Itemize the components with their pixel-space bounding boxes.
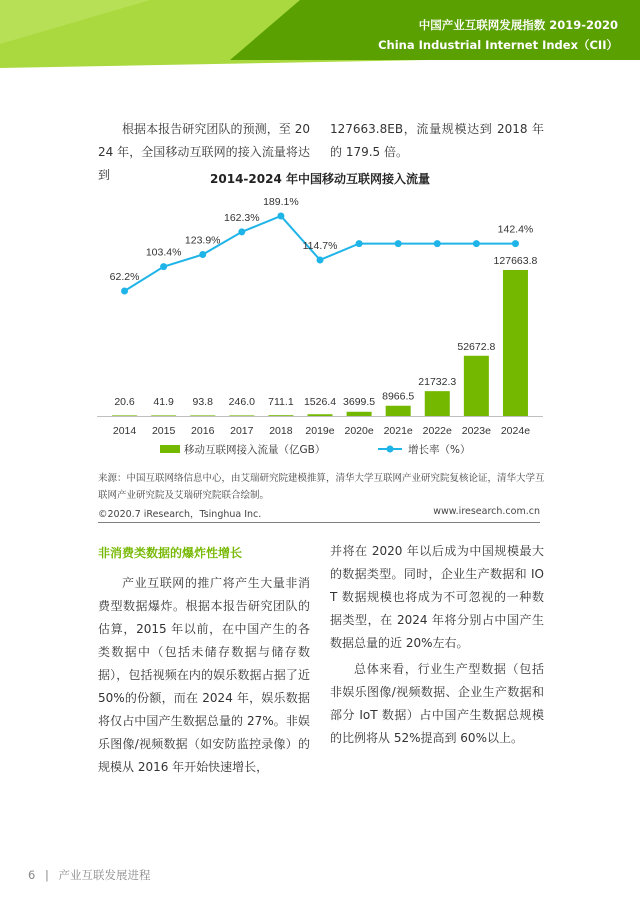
growth-rate-line xyxy=(125,216,516,291)
section-right-text-2: 总体来看，行业生产型数据（包括非娱乐图像/视频数据、企业生产数据和部分 IoT 数据）占中国产生数据总规模的比例将从 52%提高到 60%以上。 xyxy=(330,662,544,745)
intro-right-text: 127663.8EB，流量规模达到 2018 年的 179.5 倍。 xyxy=(330,122,544,159)
growth-rate-point xyxy=(473,240,480,247)
x-tick-label: 2014 xyxy=(112,425,137,437)
section-heading: 非消费类数据的爆炸性增长 xyxy=(98,546,243,560)
x-tick-label: 2019e xyxy=(305,425,335,437)
header-band xyxy=(0,0,640,68)
legend-bar-swatch xyxy=(160,445,180,453)
section-left-text: 产业互联网的推广将产生大量非消费型数据爆炸。根据本报告研究团队的估算，2015 年以前，在中国产生的各类数据中（包括未储存数据与储存数据），包括视频在内的娱乐数据占据了近 50%的份额，而在 2024 年，娱乐数据将仅占中国产生数据总量的 27%。非娱乐图像/视频数据（如安防监控录像）的规模从 2016 年开始快速增长， xyxy=(98,576,310,774)
chart-bar xyxy=(307,414,332,416)
x-tick-label: 2024e xyxy=(500,425,531,437)
legend-bar-label: 移动互联网接入流量（亿GB） xyxy=(184,444,326,456)
x-tick-label: 2015 xyxy=(151,425,176,437)
chart-title: 2014-2024 年中国移动互联网接入流量 xyxy=(210,172,430,186)
header-shapes xyxy=(0,0,640,68)
bar-value-label: 246.0 xyxy=(228,396,255,408)
growth-rate-point xyxy=(199,251,206,258)
growth-rate-point xyxy=(512,240,519,247)
chart-bar xyxy=(151,415,176,416)
growth-rate-label: 123.9% xyxy=(184,234,221,247)
chart-bar xyxy=(112,415,137,416)
growth-rate-point xyxy=(317,256,324,263)
website-link[interactable]: www.iresearch.com.cn xyxy=(433,506,540,517)
bar-value-label: 711.1 xyxy=(268,396,294,408)
traffic-chart xyxy=(0,188,640,468)
growth-rate-point xyxy=(277,213,284,220)
copyright: ©2020.7 iResearch，Tsinghua Inc. xyxy=(98,509,262,520)
growth-rate-point xyxy=(356,240,363,247)
x-tick-label: 2022e xyxy=(422,425,452,437)
chart-bar xyxy=(503,270,528,416)
chart-bar xyxy=(229,415,254,416)
bar-value-label: 127663.8 xyxy=(493,255,538,267)
growth-rate-point xyxy=(395,240,402,247)
footer-separator: | xyxy=(44,868,49,882)
growth-rate-point xyxy=(238,228,245,235)
bar-value-label: 41.9 xyxy=(153,396,174,408)
bar-value-label: 20.6 xyxy=(114,396,135,408)
bar-value-label: 3699.5 xyxy=(343,396,376,408)
legend-line-label: 增长率（%） xyxy=(408,444,471,456)
growth-rate-label: 162.3% xyxy=(224,211,260,224)
growth-rate-point xyxy=(121,288,128,295)
source-divider xyxy=(98,522,540,523)
legend-line-marker xyxy=(387,446,394,453)
intro-left-text: 根据本报告研究团队的预测，至 2024 年，全国移动互联网的接入流量将达到 xyxy=(98,122,310,182)
chart-bar xyxy=(268,415,293,416)
growth-rate-label: 142.4% xyxy=(497,223,534,236)
bar-value-label: 21732.3 xyxy=(418,376,457,389)
header-subtitle: China Industrial Internet Index（CII） xyxy=(378,38,618,52)
section-right-text-1: 并将在 2020 年以后成为中国规模最大的数据类型。同时，企业生产数据和 IOT 数据规模也将成为不可忽视的一种数据类型，在 2024 年将分别占中国产生数据总量的近 20%左右。 xyxy=(330,544,544,650)
bar-value-label: 1526.4 xyxy=(303,396,337,408)
growth-rate-point xyxy=(160,263,167,270)
chart-bar xyxy=(190,415,215,416)
chart-bar xyxy=(386,406,411,416)
chart-bar xyxy=(347,412,372,416)
growth-rate-label: 103.4% xyxy=(145,246,182,259)
bar-value-label: 8966.5 xyxy=(382,390,415,403)
x-tick-label: 2016 xyxy=(191,425,215,437)
growth-rate-point xyxy=(434,240,441,247)
bar-value-label: 52672.8 xyxy=(457,340,496,353)
x-tick-label: 2023e xyxy=(461,425,491,437)
x-tick-label: 2021e xyxy=(383,425,413,437)
header-title: 中国产业互联网发展指数 2019-2020 xyxy=(418,18,618,32)
chart-bar xyxy=(425,391,450,416)
x-tick-label: 2020e xyxy=(344,425,374,437)
x-tick-label: 2017 xyxy=(230,425,254,437)
chart-bar xyxy=(464,356,489,416)
growth-rate-label: 62.2% xyxy=(109,271,140,283)
bar-value-label: 93.8 xyxy=(192,396,213,408)
growth-rate-label: 189.1% xyxy=(263,196,299,208)
source-note: 来源：中国互联网络信息中心，由艾瑞研究院建模推算，清华大学互联网产业研究院复核论证，清华大学互联网产业研究院及艾瑞研究院联合绘制。 xyxy=(98,473,545,501)
x-tick-label: 2018 xyxy=(269,425,293,437)
page-number: 6 xyxy=(28,868,36,882)
footer-section-name: 产业互联发展进程 xyxy=(58,868,151,882)
footer xyxy=(28,867,151,883)
growth-rate-label: 114.7% xyxy=(302,239,338,252)
